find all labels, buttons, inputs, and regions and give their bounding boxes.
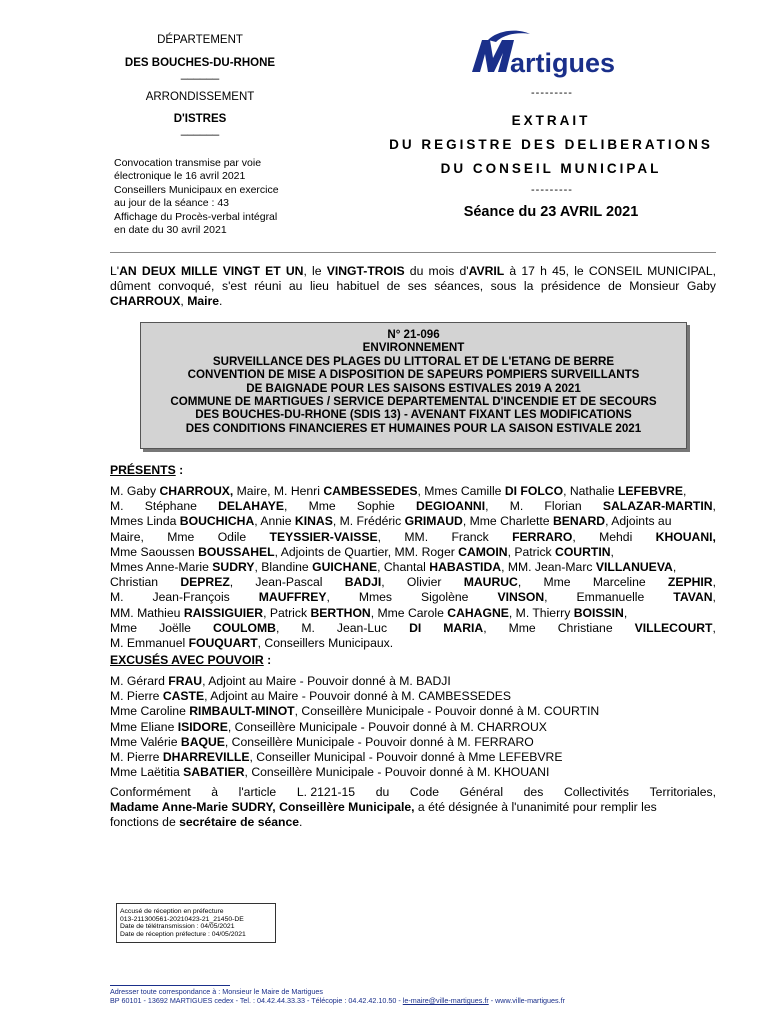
plain-text: l'article [238,785,277,799]
footer-contact: BP 60101 - 13692 MARTIGUES cedex - Tel. : 04.42.44.33.33 - Télécopie : 04.42.42.10.50 - [110,996,403,1005]
deliberation-line: ENVIRONNEMENT [362,341,465,355]
plain-text: , Conseiller Municipal - Pouvoir donné à Mme LEFEBVRE [249,750,563,765]
plain-text: a été désignée à l'unanimité pour remplir les [414,800,657,815]
name-text: VILLECOURT [634,620,713,635]
plain-text: Christian [110,575,159,590]
plain-text: , [275,620,280,635]
logo-text: artigues [510,48,616,78]
plain-text: Franck [451,529,489,544]
text-line [110,750,716,765]
plain-text: Maire, M. Henri [233,484,324,498]
text-line [110,590,716,605]
accuse-line: Date de réception préfecture : 04/05/2021 [120,931,246,939]
plain-text: M. [110,499,124,514]
name-text: MARIA [443,620,484,635]
word [153,590,230,605]
plain-text: Mme Caroline [110,704,190,719]
name-text: BOISSIN [573,605,624,620]
name-text: DEPREZ [180,575,230,590]
plain-text: Mme [110,620,138,635]
plain-text: Jean-Luc [336,620,388,635]
word [301,621,315,636]
name-text: CHARROUX, [159,484,234,498]
intro-text: L' [110,264,120,278]
text-line [110,575,716,590]
intro-paragraph [110,264,716,310]
footer-divider [110,985,230,986]
plain-text: Stéphane [144,499,197,514]
name-text: CAMBESSEDES [323,484,418,498]
heading-suffix: : [175,463,184,477]
name-text: COURTIN [555,544,611,559]
name-text: TAVAN [673,590,713,605]
plain-text: , [623,605,628,620]
plain-text: Mme Eliane [110,719,178,734]
plain-text: Mme [508,620,536,635]
presents-list [110,484,716,651]
plain-text: Emmanuelle [576,590,645,605]
excuses-list [110,674,716,780]
name-text: MAURUC [463,575,518,590]
accuse-line: Accusé de réception en préfecture [120,908,224,915]
name-text: secrétaire de séance [179,815,300,830]
name-text: SABATIER [183,765,245,780]
text-line [110,689,716,704]
dash-separator: --------- [531,87,573,99]
plain-text: , [572,529,576,544]
text-line [110,800,716,815]
text-line [110,514,716,529]
word [297,785,355,800]
martigues-logo [468,28,638,80]
plain-text: , Blandine [254,560,313,575]
name-text: FOUQUART [188,636,258,651]
word [409,621,421,636]
plain-text: Mme [308,499,336,514]
plain-text: Sigolène [421,590,469,605]
plain-text: MM. Mathieu [110,605,184,620]
word [451,530,488,545]
text-line [110,735,716,750]
text-line [110,674,716,689]
plain-text: M. [301,620,315,635]
plain-text: M. Pierre [110,689,163,704]
footer [110,987,565,1005]
name-text: KINAS [294,514,333,529]
word [259,590,330,605]
plain-text: , Mme Carole [370,605,448,620]
convocation-line: au jour de la séance : 43 [114,197,229,210]
name-text: DHARREVILLE [162,750,250,765]
plain-text: du [375,785,390,799]
word [593,575,646,590]
plain-text: Mme [543,575,571,590]
word [544,499,581,514]
plain-text: Mme [167,529,195,544]
excuses-heading: EXCUSÉS AVEC POUVOIR [110,653,264,667]
heading-suffix: : [263,653,272,667]
header-left [100,33,300,134]
word [180,575,233,590]
accuse-reception-box [116,903,276,943]
deliberation-line: DE BAIGNADE POUR LES SAISONS ESTIVALES 2019 A 2021 [246,381,581,395]
plain-text: à [211,785,219,799]
department-label: DÉPARTEMENT [157,34,243,46]
plain-text: , Annie [254,514,295,529]
name-text: VINSON [497,590,545,605]
text-line [110,545,716,560]
name-text: BERTHON [310,605,371,620]
word [410,785,439,800]
intro-text: AN DEUX MILLE VINGT ET UN [119,264,304,278]
name-text: FERRARO [512,529,573,544]
plain-text: Territoriales, [649,785,716,799]
word [110,590,124,605]
presents-heading: PRÉSENTS [110,463,176,477]
text-line [110,636,716,651]
word [564,785,629,800]
name-text: GRIMAUD [404,514,463,529]
intro-text: à 17 h 45, le CONSEIL MUNICIPAL, dûment convoqué, s'est réuni au lieu habituel de ses séances, sous la présidence de Monsieur Gaby [110,264,716,294]
deliberation-number: N° 21-096 [387,328,440,341]
plain-text: , Mmes Camille [417,484,505,498]
word [309,499,336,514]
intro-text: CHARROUX [110,294,181,309]
word [213,621,279,636]
word [239,785,277,800]
name-text: BAQUE [180,734,225,749]
dash-separator: --------- [531,184,573,196]
name-text: DI FOLCO [504,484,564,498]
text-line [110,720,716,735]
plain-text: Jean-François [152,590,230,605]
name-text: BOUCHICHA [179,514,255,529]
convocation-line: en date du 30 avril 2021 [114,224,227,237]
name-text: CAMOIN [458,544,508,559]
word [407,575,442,590]
word [635,621,716,636]
plain-text: , [712,575,716,590]
word [167,530,194,545]
accuse-line: Date de télétransmission : 04/05/2021 [120,923,235,931]
plain-text: , [712,499,716,514]
plain-text: Jean-Pascal [255,575,323,590]
presents-heading-wrap [110,463,183,477]
convocation-line: Affichage du Procès-verbal intégral [114,210,278,223]
header-divider [110,252,716,253]
seance-date: Séance du 23 AVRIL 2021 [463,204,639,220]
word [509,621,536,636]
word [110,575,158,590]
convocation-block [114,157,314,237]
plain-text: Mmes [358,590,393,605]
word [543,575,570,590]
word [345,575,385,590]
name-text: TEYSSIER-VAISSE [269,529,378,544]
plain-text: Christiane [557,620,613,635]
name-text: DI [409,620,422,635]
plain-text: , [284,499,288,514]
word [650,785,716,800]
text-line [110,530,716,545]
name-text: FRAU [168,674,203,688]
plain-text: Mme Laëtitia [110,765,184,780]
plain-text: , Patrick [507,544,556,559]
intro-text: AVRIL [468,264,505,278]
plain-text: , MM. Jean-Marc [501,560,596,575]
word [421,590,468,605]
conseil-title: DU CONSEIL MUNICIPAL [440,161,662,176]
plain-text: Mmes Linda [110,514,180,529]
plain-text: , [229,575,234,590]
deliberation-line: SURVEILLANCE DES PLAGES DU LITTORAL ET DE L'ETANG DE BERRE [212,354,615,368]
intro-text: , le [303,264,327,278]
deliberation-line: CONVENTION DE MISE A DISPOSITION DE SAPEURS POMPIERS SURVEILLANTS [187,368,640,382]
name-text: Madame Anne-Marie SUDRY, Conseillère Municipale, [110,800,415,815]
plain-text: , Conseillère Municipale - Pouvoir donné à M. COURTIN [294,704,600,719]
word [359,590,392,605]
intro-text: VINGT-TROIS [326,264,405,278]
word [376,785,390,800]
name-text: ZEPHIR [667,575,713,590]
plain-text: , Adjoints de Quartier, MM. Roger [274,544,459,559]
name-text: CAHAGNE [447,605,509,620]
name-text: HABASTIDA [429,560,502,575]
footer-address-line: Adresser toute correspondance à : Monsieur le Maire de Martigues [110,987,323,996]
convocation-line: Convocation transmise par voie [114,157,262,169]
plain-text: Mmes Anne-Marie [110,560,213,575]
word [255,575,322,590]
word [464,575,522,590]
text-line [110,499,716,514]
plain-text: , Adjoints au [605,514,672,529]
plain-text: , Conseillère Municipale - Pouvoir donné à M. KHOUANI [244,765,550,780]
plain-text: Mme Saoussen [110,544,199,559]
plain-text: , [381,575,385,590]
text-line [110,704,716,719]
text-line [110,765,716,780]
word [558,621,613,636]
name-text: COULOMB [212,620,276,635]
arrondissement-label: ARRONDISSEMENT [145,91,255,103]
word [110,499,124,514]
plain-text: , Adjoint au Maire - Pouvoir donné à M. BADJI [202,674,451,688]
word [145,499,197,514]
plain-text: Maire, [110,529,144,544]
divider: ______ [180,68,220,80]
plain-text: , Conseillers Municipaux. [257,636,394,651]
plain-text: Odile [217,529,247,544]
word [460,785,503,800]
word [668,575,716,590]
plain-text: Conformément [110,785,191,799]
plain-text: Mehdi [599,529,633,544]
word [497,590,547,605]
intro-text: Maire [187,294,220,309]
plain-text: M. [110,590,124,605]
registre-title: DU REGISTRE DES DELIBERATIONS [389,137,713,152]
word [270,530,382,545]
name-text: DEGIOANNI [416,499,486,514]
word [656,530,716,545]
word [211,785,218,800]
plain-text: , Conseillère Municipale - Pouvoir donné à M. FERRARO [224,734,534,749]
name-text: VILLANUEVA [595,560,673,575]
plain-text: , [544,590,548,605]
plain-text: Joëlle [159,620,191,635]
department-name: DES BOUCHES-DU-RHONE [124,57,276,69]
convocation-line: Conseillers Municipaux en exercice [114,183,279,196]
word [159,621,191,636]
plain-text: fonctions de [110,815,180,830]
plain-text: M. Pierre [110,750,163,765]
intro-text: du mois d' [404,264,469,278]
word [416,499,488,514]
word [218,499,287,514]
accuse-line: 013-211300561-20210423-21_21450-DE [120,915,244,923]
word [443,621,486,636]
word [510,499,524,514]
plain-text: Mme Valérie [110,734,181,749]
plain-text: , M. Frédéric [332,514,405,529]
text-line [110,785,716,800]
name-text: KHOUANI, [655,529,716,544]
word [337,621,387,636]
name-text: DELAHAYE [218,499,285,514]
plain-text: , [517,575,522,590]
word [218,530,246,545]
intro-text: , [180,294,188,309]
plain-text: Collectivités [563,785,629,799]
plain-text: des [523,785,544,799]
plain-text: , Adjoint au Maire - Pouvoir donné à M. CAMBESSEDES [204,689,511,704]
word [603,499,716,514]
word [110,785,191,800]
word [512,530,576,545]
conforme-paragraph [110,785,716,831]
footer-website: - www.ville-martigues.fr [488,996,566,1005]
plain-text: Général [459,785,504,799]
word [110,530,144,545]
plain-text: MM. [404,529,429,544]
plain-text: , [485,499,489,514]
deliberation-line: DES CONDITIONS FINANCIERES ET HUMAINES POUR LA SAISON ESTIVALE 2021 [185,421,642,435]
plain-text: , [610,544,614,559]
text-line [110,560,716,575]
plain-text: Marceline [592,575,646,590]
plain-text: Florian [544,499,582,514]
word [524,785,544,800]
plain-text: Sophie [356,499,395,514]
name-text: GUICHANE [312,560,378,575]
word [599,530,632,545]
plain-text: M. Gaby [110,484,160,498]
plain-text: Olivier [406,575,442,590]
name-text: SUDRY [212,560,255,575]
plain-text: , M. Thierry [508,605,574,620]
deliberation-box [140,322,687,449]
plain-text: , [326,590,330,605]
convocation-line: électronique le 16 avril 2021 [114,170,246,183]
name-text: BOUSSAHEL [198,544,275,559]
plain-text: , [377,529,382,544]
text-line [110,484,716,499]
word [673,590,716,605]
plain-text: , Conseillère Municipale - Pouvoir donné à M. CHARROUX [227,719,547,734]
name-text: RIMBAULT-MINOT [189,704,295,719]
text-line [110,621,716,636]
extrait-title: EXTRAIT [511,113,591,128]
word [357,499,395,514]
plain-text: M. Emmanuel [110,636,189,651]
plain-text: , [483,620,487,635]
plain-text: . [299,815,303,830]
plain-text: , [682,484,687,498]
text-line [110,815,716,830]
text-line [110,606,716,621]
plain-text: , Chantal [377,560,430,575]
plain-text: , Mme Charlette [462,514,553,529]
intro-text: . [219,294,223,309]
plain-text: , [672,560,677,575]
excuses-heading-wrap [110,653,271,667]
name-text: SALAZAR-MARTIN [602,499,713,514]
divider: ______ [180,124,220,136]
plain-text: , [712,590,716,605]
name-text: BENARD [552,514,606,529]
name-text: CASTE [162,689,205,704]
name-text: LEFEBVRE [617,484,683,498]
name-text: BADJI [344,575,382,590]
plain-text: M. Gérard [110,674,169,688]
plain-text: , Patrick [263,605,311,620]
plain-text: , Nathalie [563,484,618,498]
name-text: ISIDORE [177,719,228,734]
word [110,621,137,636]
footer-email-link[interactable]: le-maire@ville-martigues.fr [402,996,489,1005]
plain-text: M. [509,499,524,514]
plain-text: , [712,620,716,635]
deliberation-line: DES BOUCHES-DU-RHONE (SDIS 13) - AVENANT FIXANT LES MODIFICATIONS [195,408,632,422]
name-text: MAUFFREY [258,590,327,605]
deliberation-line: COMMUNE DE MARTIGUES / SERVICE DEPARTEMENTAL D'INCENDIE ET DE SECOURS [170,395,657,409]
word [404,530,428,545]
arrondissement-name: D'ISTRES [173,113,227,125]
plain-text: L. 2121-15 [296,785,356,799]
word [577,590,645,605]
name-text: RAISSIGUIER [183,605,264,620]
plain-text: Code [409,785,440,799]
